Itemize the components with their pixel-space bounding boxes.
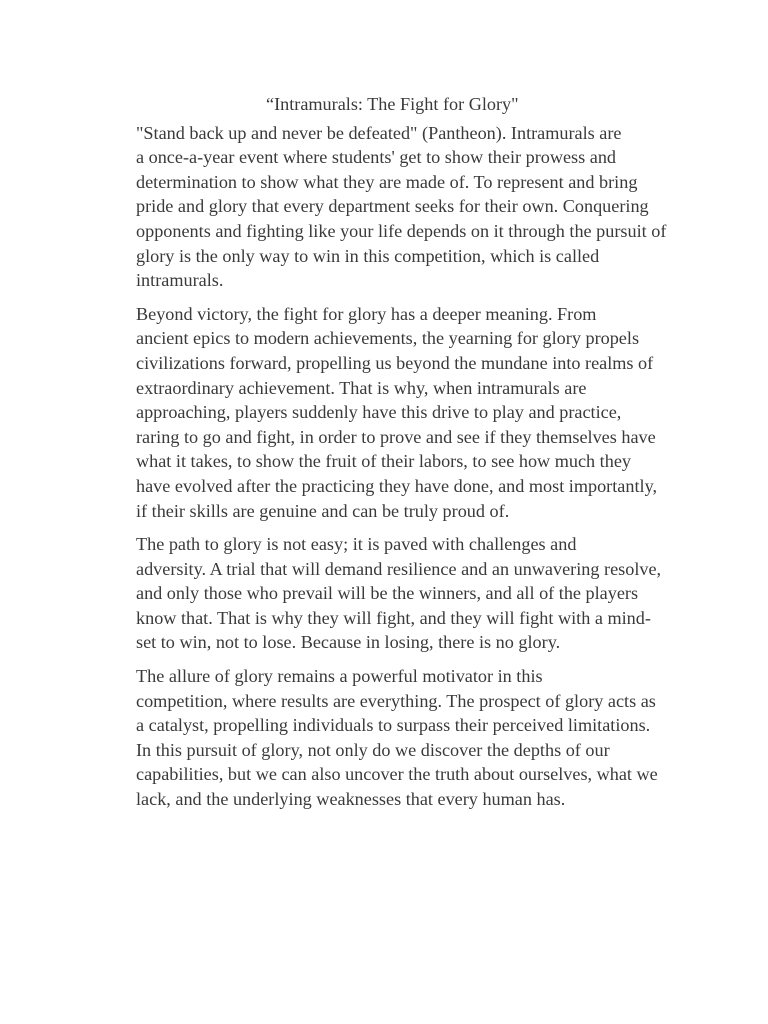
paragraph-line: a catalyst, propelling individuals to surpass their perceived limitations.	[136, 715, 651, 736]
paragraph-line: adversity. A trial that will demand resilience and an unwavering resolve,	[136, 558, 662, 579]
paragraph-line: ancient epics to modern achievements, the yearning for glory propels	[136, 328, 640, 349]
paragraph-line: have evolved after the practicing they have done, and most importantly,	[136, 475, 658, 496]
paragraph-line: competition, where results are everything. The prospect of glory acts as	[136, 690, 656, 711]
paragraph-line: know that. That is why they will fight, and they will fight with a mind-	[136, 607, 651, 628]
paragraph-line: intramurals.	[136, 270, 224, 291]
paragraph-line: determination to show what they are made of. To represent and bring	[136, 171, 638, 192]
paragraph-line: raring to go and fight, in order to prove and see if they themselves have	[136, 426, 656, 447]
paragraph-line: capabilities, but we can also uncover the truth about ourselves, what we	[136, 764, 658, 785]
paragraph-3	[90, 532, 684, 655]
document-title: “Intramurals: The Fight for Glory"	[266, 94, 519, 114]
paragraph-line: set to win, not to lose. Because in losing, there is no glory.	[136, 632, 561, 653]
paragraph-line: opponents and fighting like your life depends on it through the pursuit of	[136, 220, 667, 241]
paragraph-line: civilizations forward, propelling us beyond the mundane into realms of	[136, 352, 654, 373]
paragraph-4	[90, 664, 684, 812]
document-body	[90, 92, 684, 821]
paragraph-line: extraordinary achievement. That is why, when intramurals are	[136, 377, 587, 398]
paragraph-1	[90, 121, 684, 293]
paragraph-line: if their skills are genuine and can be truly proud of.	[136, 500, 510, 521]
paragraph-line: a once-a-year event where students' get to show their prowess and	[136, 147, 617, 168]
paragraph-line: The path to glory is not easy; it is paved with challenges and	[136, 534, 577, 555]
paragraph-line: pride and glory that every department seeks for their own. Conquering	[136, 196, 649, 217]
paragraph-2	[90, 302, 684, 523]
paragraph-line: lack, and the underlying weaknesses that every human has.	[136, 789, 566, 810]
paragraph-line: "Stand back up and never be defeated" (Pantheon). Intramurals are	[136, 122, 622, 143]
paragraph-line: In this pursuit of glory, not only do we discover the depths of our	[136, 739, 610, 760]
paragraph-line: The allure of glory remains a powerful motivator in this	[136, 666, 543, 687]
paragraph-line: Beyond victory, the fight for glory has a deeper meaning. From	[136, 303, 597, 324]
paragraph-line: approaching, players suddenly have this drive to play and practice,	[136, 402, 622, 423]
paragraph-line: and only those who prevail will be the winners, and all of the players	[136, 583, 639, 604]
paragraph-line: what it takes, to show the fruit of their labors, to see how much they	[136, 451, 631, 472]
paragraph-line: glory is the only way to win in this competition, which is called	[136, 245, 600, 266]
